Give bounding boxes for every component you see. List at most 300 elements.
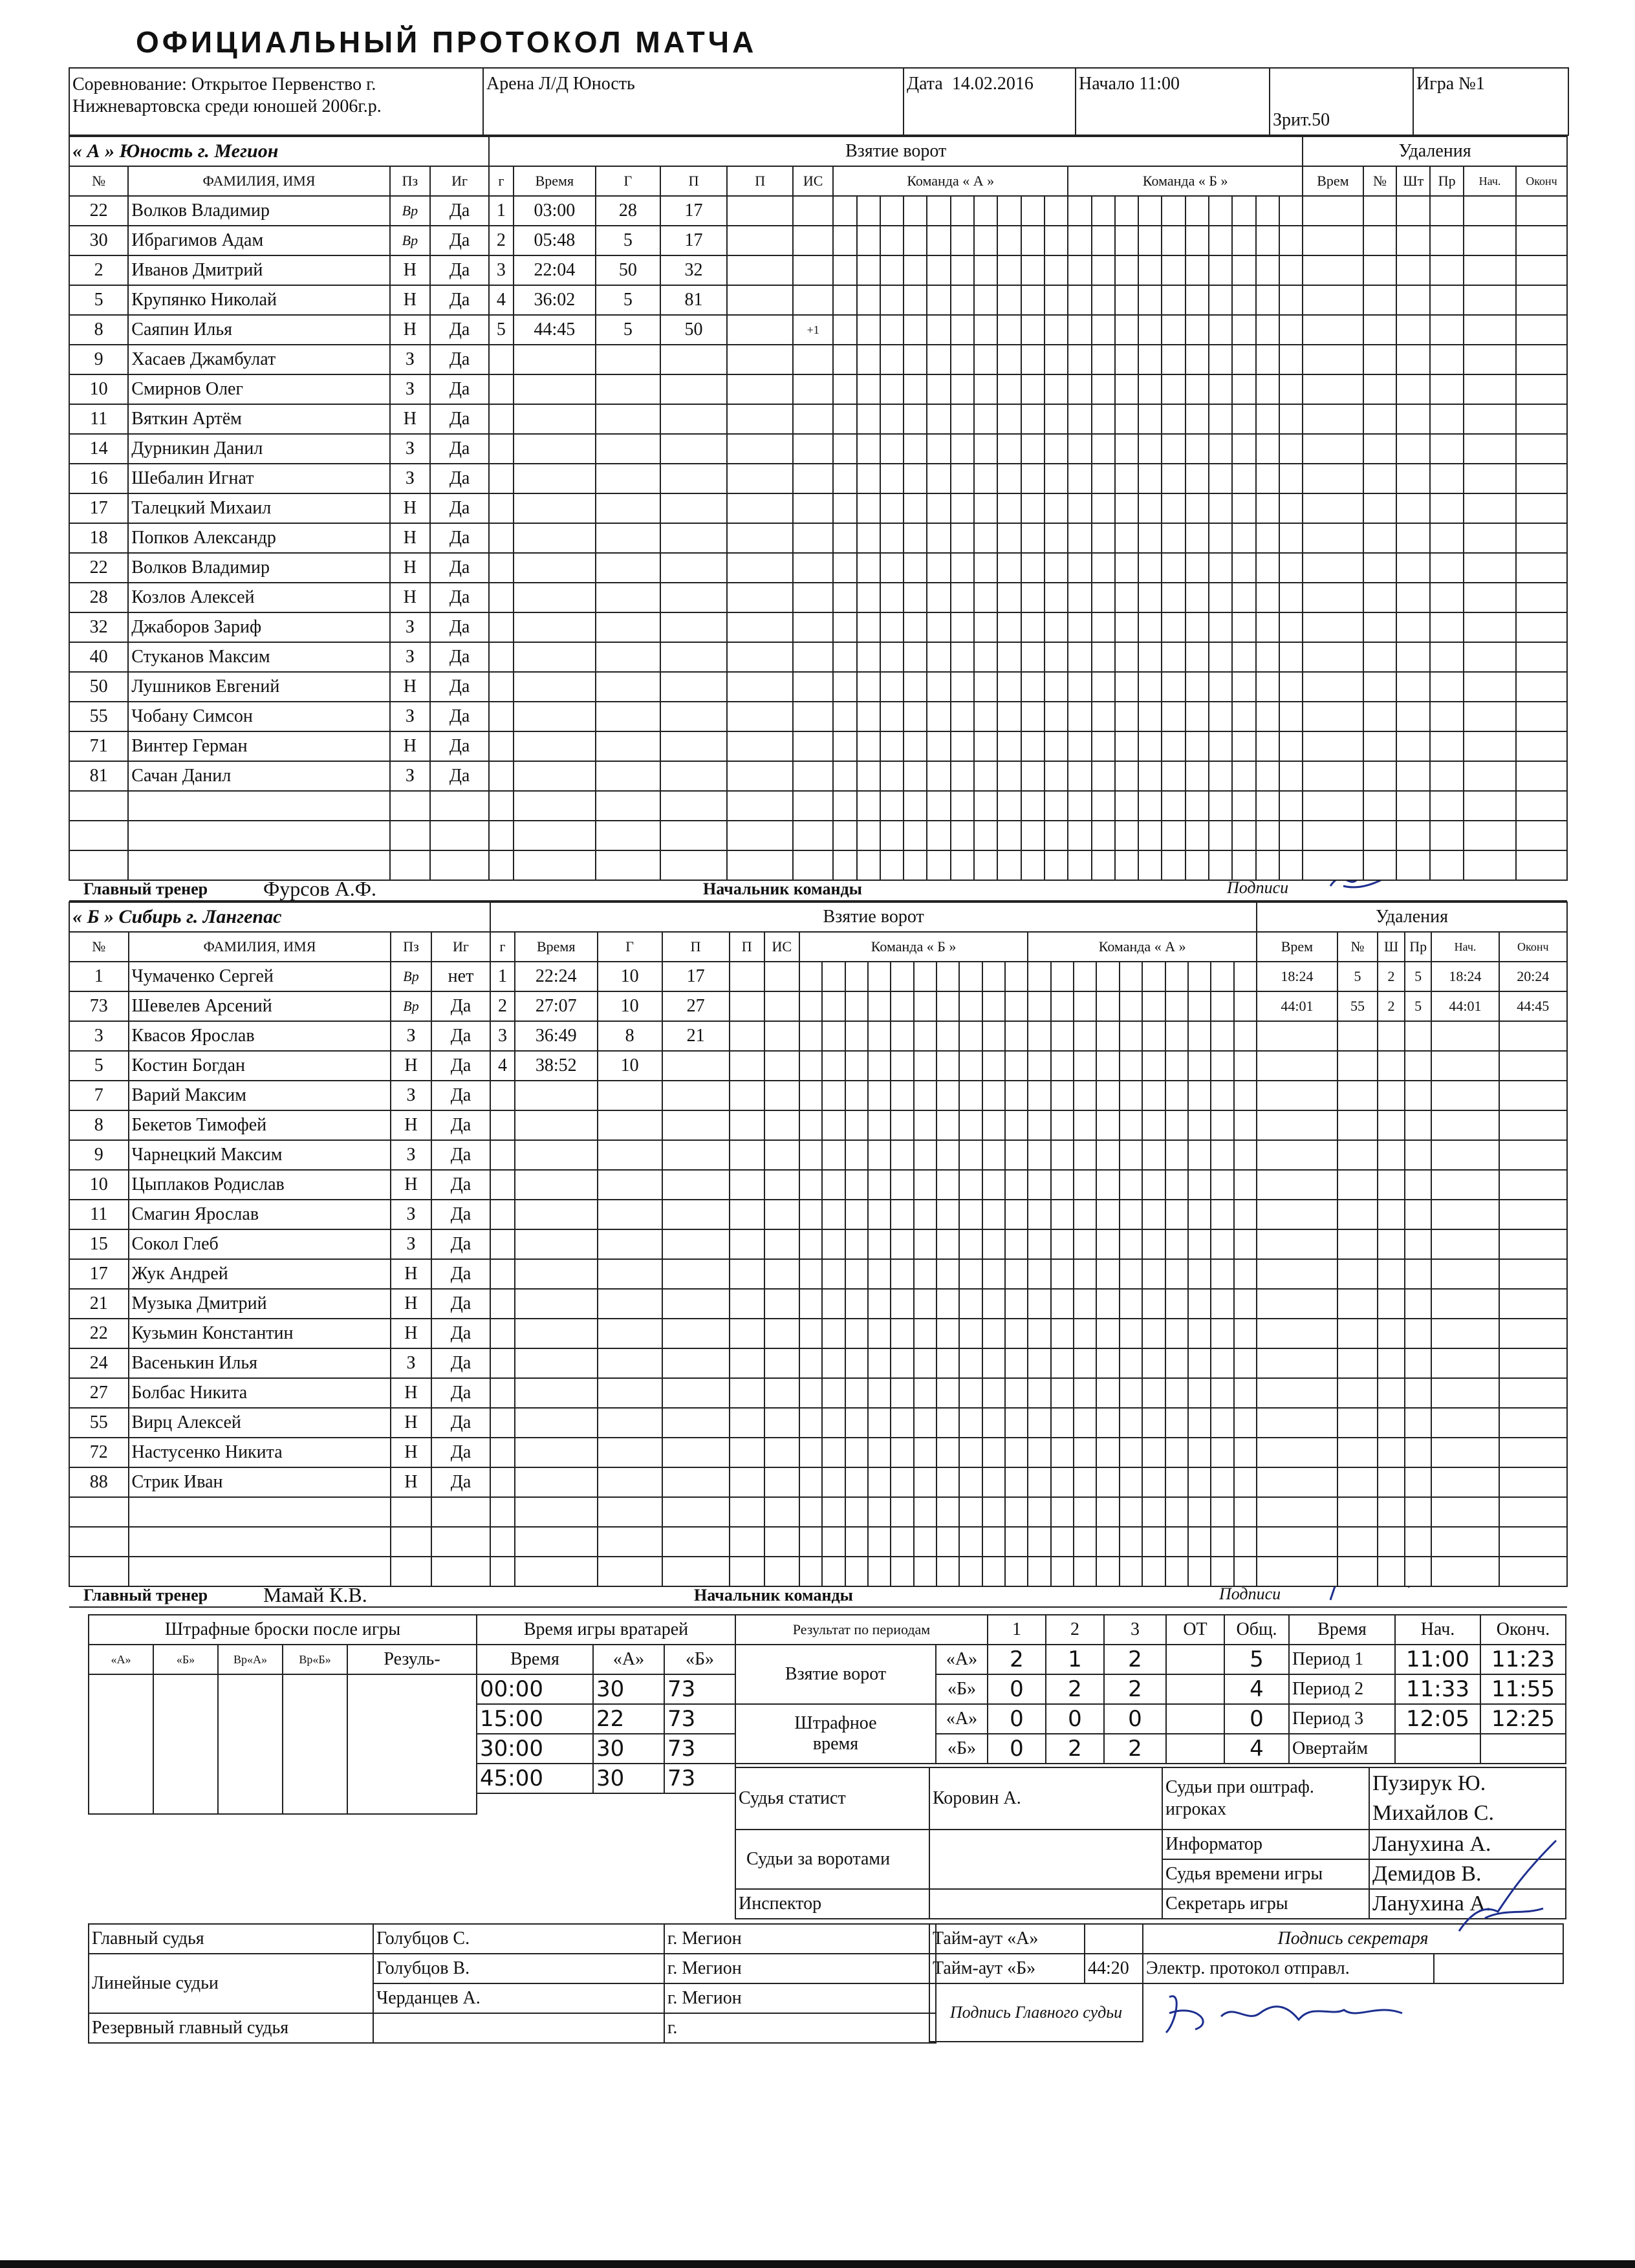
penalty-end: 20:24: [1499, 962, 1568, 991]
player-number: 5: [69, 285, 128, 315]
player-row: [69, 761, 1567, 791]
empty-row: [69, 791, 1567, 821]
player-name: Козлов Алексей: [128, 583, 389, 612]
player-number: 50: [69, 672, 128, 702]
team-a-title: « А » Юность г. Мегион: [69, 136, 489, 166]
player-number: 16: [69, 464, 128, 493]
period-row-label: Взятие ворот: [735, 1645, 936, 1704]
goalie-time-cell: 45:00: [477, 1764, 593, 1793]
col-time: Время: [514, 166, 596, 196]
player-number: 40: [69, 642, 128, 672]
player-played: Да: [430, 702, 489, 731]
col-assist-1: П: [660, 166, 728, 196]
player-played: Да: [431, 1110, 491, 1140]
player-position: Н: [390, 493, 430, 523]
player-played: Да: [430, 553, 489, 583]
col-goal: Г: [598, 932, 662, 962]
player-number: 5: [69, 1051, 129, 1081]
period-value: [1166, 1674, 1224, 1704]
goal-situation: [764, 991, 799, 1021]
player-row: [69, 991, 1567, 1021]
player-played: Да: [430, 285, 489, 315]
period-value: 1: [1046, 1645, 1104, 1674]
period-time-col: Нач.: [1395, 1615, 1480, 1645]
goal-assist-1: 32: [660, 255, 728, 285]
player-name: Болбас Никита: [129, 1378, 391, 1408]
inspector-label: Инспектор: [735, 1889, 929, 1919]
scan-edge: [0, 2260, 1635, 2268]
period-time-cell: Период 1: [1289, 1645, 1395, 1674]
player-number: 8: [69, 315, 128, 345]
player-number: 11: [69, 1200, 129, 1229]
period-time-cell: 11:55: [1480, 1674, 1566, 1704]
period-value: 2: [1104, 1674, 1166, 1704]
player-position: Н: [390, 285, 430, 315]
player-row: [69, 255, 1567, 285]
player-row: [69, 1021, 1567, 1051]
player-position: З: [391, 1021, 431, 1051]
player-row: [69, 672, 1567, 702]
informer: Ланухина А.: [1369, 1830, 1566, 1859]
goal-assist-2: [727, 255, 793, 285]
goal-assist-2: [727, 226, 793, 255]
player-played: Да: [430, 464, 489, 493]
player-number: 18: [69, 523, 128, 553]
penalty-start: 44:01: [1431, 991, 1499, 1021]
team-mark: «А»: [936, 1645, 988, 1674]
period-time-cell: [1395, 1734, 1480, 1764]
goalie-time-cell: 15:00: [477, 1704, 593, 1734]
goal-situation: [793, 285, 833, 315]
player-position: Н: [390, 255, 430, 285]
goalie-time-col: Время: [477, 1645, 593, 1674]
col-is: ИС: [764, 932, 799, 962]
player-row: [69, 1289, 1567, 1319]
col-no: №: [69, 932, 129, 962]
player-position: Вр: [391, 991, 431, 1021]
team-a-footer: [69, 881, 1567, 900]
player-name: Волков Владимир: [128, 196, 389, 226]
player-number: 3: [69, 1021, 129, 1051]
player-position: Н: [390, 553, 430, 583]
timekeeper-label: Судья времени игры: [1162, 1859, 1369, 1889]
player-name: Сачан Данил: [128, 761, 389, 791]
goal-scorer: 10: [598, 962, 662, 991]
goalie-time-row: [477, 1764, 735, 1793]
player-number: 17: [69, 493, 128, 523]
period-col: ОТ: [1166, 1615, 1224, 1645]
shootout-col: «А»: [89, 1645, 153, 1674]
goal-situation: [793, 196, 833, 226]
team-a-coach: Фурсов А.Ф.: [263, 880, 376, 900]
team-mark: «Б»: [936, 1674, 988, 1704]
linesmen-label: Линейные судьи: [89, 1954, 373, 2013]
player-name: Хасаев Джамбулат: [128, 345, 389, 374]
goal-number: 2: [489, 226, 513, 255]
player-name: Лушников Евгений: [128, 672, 389, 702]
period-value: 2: [1104, 1645, 1166, 1674]
player-position: З: [390, 374, 430, 404]
player-played: Да: [430, 345, 489, 374]
player-number: 71: [69, 731, 128, 761]
main-judge-label: Главный судья: [89, 1924, 373, 1954]
period-value: [1166, 1704, 1224, 1734]
player-row: [69, 553, 1567, 583]
period-col: Общ.: [1224, 1615, 1289, 1645]
player-name: Талецкий Михаил: [128, 493, 389, 523]
player-number: 11: [69, 404, 128, 434]
goalie-time-col: «Б»: [664, 1645, 735, 1674]
player-name: Костин Богдан: [129, 1051, 391, 1081]
player-row: [69, 1319, 1567, 1348]
shootout-col: Вр«А»: [218, 1645, 283, 1674]
player-row: [69, 1259, 1567, 1289]
player-name: Сокол Глеб: [129, 1229, 391, 1259]
player-name: Шевелев Арсений: [129, 991, 391, 1021]
player-number: 30: [69, 226, 128, 255]
player-played: Да: [430, 434, 489, 464]
goals-row-a: [735, 1645, 1289, 1674]
team-a-coach-label: Главный тренер: [83, 880, 208, 898]
period-value: 2: [1046, 1734, 1104, 1764]
player-number: 9: [69, 345, 128, 374]
penalty-reason: 5: [1405, 991, 1432, 1021]
col-pen-no: №: [1363, 166, 1397, 196]
player-name: Саяпин Илья: [128, 315, 389, 345]
period-time-cell: 12:25: [1480, 1704, 1566, 1734]
player-played: Да: [431, 991, 491, 1021]
period-time-cell: [1480, 1734, 1566, 1764]
col-team-a: Команда « А »: [833, 166, 1068, 196]
period-value: 0: [1104, 1704, 1166, 1734]
goal-assist-1: 21: [662, 1021, 730, 1051]
goalie-time-row: [477, 1704, 735, 1734]
linesman-1-city: г. Мегион: [664, 1954, 936, 1983]
match-date: Дата 14.02.2016: [904, 68, 1076, 135]
col-g: г: [490, 932, 514, 962]
col-pos: Пз: [391, 932, 431, 962]
player-number: 81: [69, 761, 128, 791]
start-time: Начало 11:00: [1076, 68, 1270, 135]
player-played: Да: [431, 1408, 491, 1438]
player-row: [69, 702, 1567, 731]
player-played: Да: [431, 1378, 491, 1408]
player-row: [69, 434, 1567, 464]
goal-assist-1: 27: [662, 991, 730, 1021]
player-row: [69, 493, 1567, 523]
shootout-col: «Б»: [153, 1645, 218, 1674]
player-position: З: [391, 1200, 431, 1229]
timeouts-table: [929, 1923, 1564, 2042]
player-row: [69, 962, 1567, 991]
player-played: Да: [431, 1170, 491, 1200]
player-row: [69, 523, 1567, 553]
col-name: ФАМИЛИЯ, ИМЯ: [128, 166, 389, 196]
period-value: 4: [1224, 1674, 1289, 1704]
player-position: Н: [391, 1438, 431, 1467]
goal-number: 3: [490, 1021, 514, 1051]
match-header: [69, 67, 1569, 136]
arena: Арена Л/Д Юность: [483, 68, 904, 135]
team-b-table: [69, 902, 1568, 1608]
goal-time: 05:48: [514, 226, 596, 255]
player-position: Н: [391, 1378, 431, 1408]
penalty-end: 44:45: [1499, 991, 1568, 1021]
player-name: Шебалин Игнат: [128, 464, 389, 493]
player-row: [69, 1348, 1567, 1378]
player-played: Да: [430, 374, 489, 404]
col-pen-start: Нач.: [1464, 166, 1516, 196]
team-mark: «А»: [936, 1704, 988, 1734]
game-number: Игра №1: [1413, 68, 1568, 135]
player-position: Вр: [390, 196, 430, 226]
player-played: Да: [430, 731, 489, 761]
player-row: [69, 642, 1567, 672]
player-position: Н: [391, 1110, 431, 1140]
informer-label: Информатор: [1162, 1830, 1369, 1859]
team-b-penalties-title: Удаления: [1257, 902, 1567, 932]
competition: Соревнование: Открытое Первенство г. Нижневартовска среди юношей 2006г.р.: [69, 68, 483, 135]
col-play: Иг: [430, 166, 489, 196]
periods-table: [735, 1614, 1290, 1764]
player-name: Кузьмин Константин: [129, 1319, 391, 1348]
player-row: [69, 1081, 1567, 1110]
player-played: Да: [431, 1438, 491, 1467]
goalie-time-cell: 30: [593, 1764, 664, 1793]
goal-assist-2: [727, 315, 793, 345]
player-position: Н: [391, 1259, 431, 1289]
col-pen-end: Оконч: [1516, 166, 1567, 196]
period-value: 0: [988, 1704, 1046, 1734]
goalie-time-col: «А»: [593, 1645, 664, 1674]
col-pen-end: Оконч: [1499, 932, 1568, 962]
player-position: Вр: [390, 226, 430, 255]
goal-scorer: 10: [598, 1051, 662, 1081]
goal-judges-label: Судьи за воротами: [735, 1830, 929, 1889]
period-time-cell: Овертайм: [1289, 1734, 1395, 1764]
player-played: Да: [431, 1229, 491, 1259]
player-name: Квасов Ярослав: [129, 1021, 391, 1051]
player-position: З: [390, 761, 430, 791]
player-number: 27: [69, 1378, 129, 1408]
penalty-time: 18:24: [1257, 962, 1337, 991]
goal-number: 5: [489, 315, 513, 345]
period-times-table: [1288, 1614, 1566, 1764]
period-time-cell: 11:00: [1395, 1645, 1480, 1674]
player-number: 22: [69, 196, 128, 226]
player-position: З: [390, 702, 430, 731]
player-name: Стуканов Максим: [128, 642, 389, 672]
col-pen-time: Врем: [1257, 932, 1337, 962]
timeout-a: [1085, 1924, 1143, 1954]
main-judge-city: г. Мегион: [664, 1924, 936, 1954]
secretary-label: Секретарь игры: [1162, 1889, 1369, 1919]
goal-assist-2: [730, 991, 764, 1021]
player-number: 7: [69, 1081, 129, 1110]
player-number: 21: [69, 1289, 129, 1319]
player-number: 17: [69, 1259, 129, 1289]
penalty-player: 5: [1337, 962, 1378, 991]
player-position: Вр: [391, 962, 431, 991]
player-played: Да: [430, 404, 489, 434]
player-row: [69, 731, 1567, 761]
player-name: Чарнецкий Максим: [129, 1140, 391, 1170]
goal-situation: +1: [793, 315, 833, 345]
player-position: Н: [390, 315, 430, 345]
team-a-rows: [69, 196, 1567, 880]
goal-number: 2: [490, 991, 514, 1021]
player-position: З: [390, 612, 430, 642]
player-played: Да: [431, 1319, 491, 1348]
timeout-b: 44:20: [1085, 1954, 1143, 1983]
col-play: Иг: [431, 932, 491, 962]
col-pen-reason: Пр: [1405, 932, 1432, 962]
col-no: №: [69, 166, 128, 196]
goalie-time-row: [477, 1734, 735, 1764]
main-judge: Голубцов С.: [373, 1924, 664, 1954]
goalie-time-cell: 30: [593, 1674, 664, 1704]
period-value: [1166, 1645, 1224, 1674]
protocol-sheet: [69, 67, 1569, 2038]
period-value: 4: [1224, 1734, 1289, 1764]
goal-assist-2: [730, 1021, 764, 1051]
player-name: Чобану Симсон: [128, 702, 389, 731]
period-time-row: [1289, 1674, 1566, 1704]
empty-row: [69, 1527, 1567, 1557]
player-number: 15: [69, 1229, 129, 1259]
player-name: Ибрагимов Адам: [128, 226, 389, 255]
period-col: 1: [988, 1615, 1046, 1645]
goal-scorer: 28: [596, 196, 660, 226]
goal-scorer: 50: [596, 255, 660, 285]
player-name: Иванов Дмитрий: [128, 255, 389, 285]
player-position: Н: [390, 404, 430, 434]
player-number: 22: [69, 553, 128, 583]
player-row: [69, 315, 1567, 345]
player-position: Н: [390, 672, 430, 702]
player-row: [69, 1140, 1567, 1170]
period-time-cell: 12:05: [1395, 1704, 1480, 1734]
player-position: Н: [391, 1289, 431, 1319]
player-played: Да: [431, 1467, 491, 1497]
player-name: Попков Александр: [128, 523, 389, 553]
period-col: 2: [1046, 1615, 1104, 1645]
spectators: Зрит.50: [1270, 68, 1413, 135]
goal-time: 36:02: [514, 285, 596, 315]
goalie-time-cell: 73: [664, 1674, 735, 1704]
period-time-row: [1289, 1645, 1566, 1674]
player-position: З: [391, 1081, 431, 1110]
goal-scorer: 5: [596, 285, 660, 315]
player-name: Жук Андрей: [129, 1259, 391, 1289]
player-row: [69, 612, 1567, 642]
team-b-coach: Мамай К.В.: [263, 1586, 367, 1606]
period-value: 0: [1046, 1704, 1104, 1734]
goalie-time-cell: 00:00: [477, 1674, 593, 1704]
empty-row: [69, 821, 1567, 850]
period-value: 2: [1104, 1734, 1166, 1764]
player-name: Дурникин Данил: [128, 434, 389, 464]
player-name: Волков Владимир: [128, 553, 389, 583]
player-number: 14: [69, 434, 128, 464]
penalty-player: 55: [1337, 991, 1378, 1021]
period-value: 0: [988, 1734, 1046, 1764]
player-played: Да: [431, 1051, 491, 1081]
goal-time: 22:24: [515, 962, 598, 991]
team-a-table: [69, 136, 1568, 902]
goal-number: 1: [490, 962, 514, 991]
period-time-col: Время: [1289, 1615, 1395, 1645]
team-a-chief-label: Начальник команды: [703, 880, 862, 898]
eprotocol-label: Электр. протокол отправл.: [1143, 1954, 1434, 1983]
player-number: 55: [69, 1408, 129, 1438]
team-b-rows: [69, 962, 1567, 1586]
player-played: Да: [430, 493, 489, 523]
col-name: ФАМИЛИЯ, ИМЯ: [129, 932, 391, 962]
goal-assist-1: 17: [660, 226, 728, 255]
player-number: 2: [69, 255, 128, 285]
player-name: Варий Максим: [129, 1081, 391, 1110]
penalty-minutes: 2: [1378, 991, 1405, 1021]
player-played: Да: [431, 1140, 491, 1170]
goalie-time-cell: 22: [593, 1704, 664, 1734]
col-g: г: [489, 166, 513, 196]
period-col: 3: [1104, 1615, 1166, 1645]
player-played: Да: [431, 1348, 491, 1378]
col-assist-1: П: [662, 932, 730, 962]
player-row: [69, 1110, 1567, 1140]
reserve-judge-label: Резервный главный судья: [89, 2013, 373, 2043]
goal-assist-2: [727, 196, 793, 226]
goal-number: 3: [489, 255, 513, 285]
player-played: Да: [430, 583, 489, 612]
player-played: Да: [431, 1200, 491, 1229]
shootout-col: Вр«Б»: [283, 1645, 347, 1674]
player-row: [69, 583, 1567, 612]
summary-section: [69, 1614, 1569, 2038]
player-position: Н: [390, 731, 430, 761]
col-pen-no: №: [1337, 932, 1378, 962]
goal-time: 22:04: [514, 255, 596, 285]
goal-time: 27:07: [515, 991, 598, 1021]
player-row: [69, 1408, 1567, 1438]
player-played: Да: [431, 1021, 491, 1051]
goalie-time-cell: 30:00: [477, 1734, 593, 1764]
player-played: Да: [430, 523, 489, 553]
player-position: Н: [391, 1408, 431, 1438]
col-pos: Пз: [390, 166, 430, 196]
goalie-time-cell: 73: [664, 1764, 735, 1793]
goal-time: 38:52: [515, 1051, 598, 1081]
col-pen-time: Врем: [1303, 166, 1363, 196]
shootout-table: [88, 1614, 477, 1815]
player-position: Н: [391, 1319, 431, 1348]
col-team-b: Команда « Б »: [1068, 166, 1303, 196]
team-a-signatures-label: Подписи: [1227, 880, 1289, 897]
player-row: [69, 404, 1567, 434]
player-name: Цыплаков Родислав: [129, 1170, 391, 1200]
timekeeper: Демидов В.: [1369, 1859, 1566, 1889]
player-number: 1: [69, 962, 129, 991]
judge-statist-label: Судья статист: [735, 1767, 929, 1830]
player-position: З: [390, 464, 430, 493]
player-position: З: [391, 1140, 431, 1170]
player-name: Настусенко Никита: [129, 1438, 391, 1467]
timeout-b-label: Тайм-аут «Б»: [929, 1954, 1085, 1983]
penalty-box-label: Судьи при оштраф. игроках: [1162, 1767, 1369, 1830]
goal-situation: [793, 226, 833, 255]
goalie-time-cell: 30: [593, 1734, 664, 1764]
